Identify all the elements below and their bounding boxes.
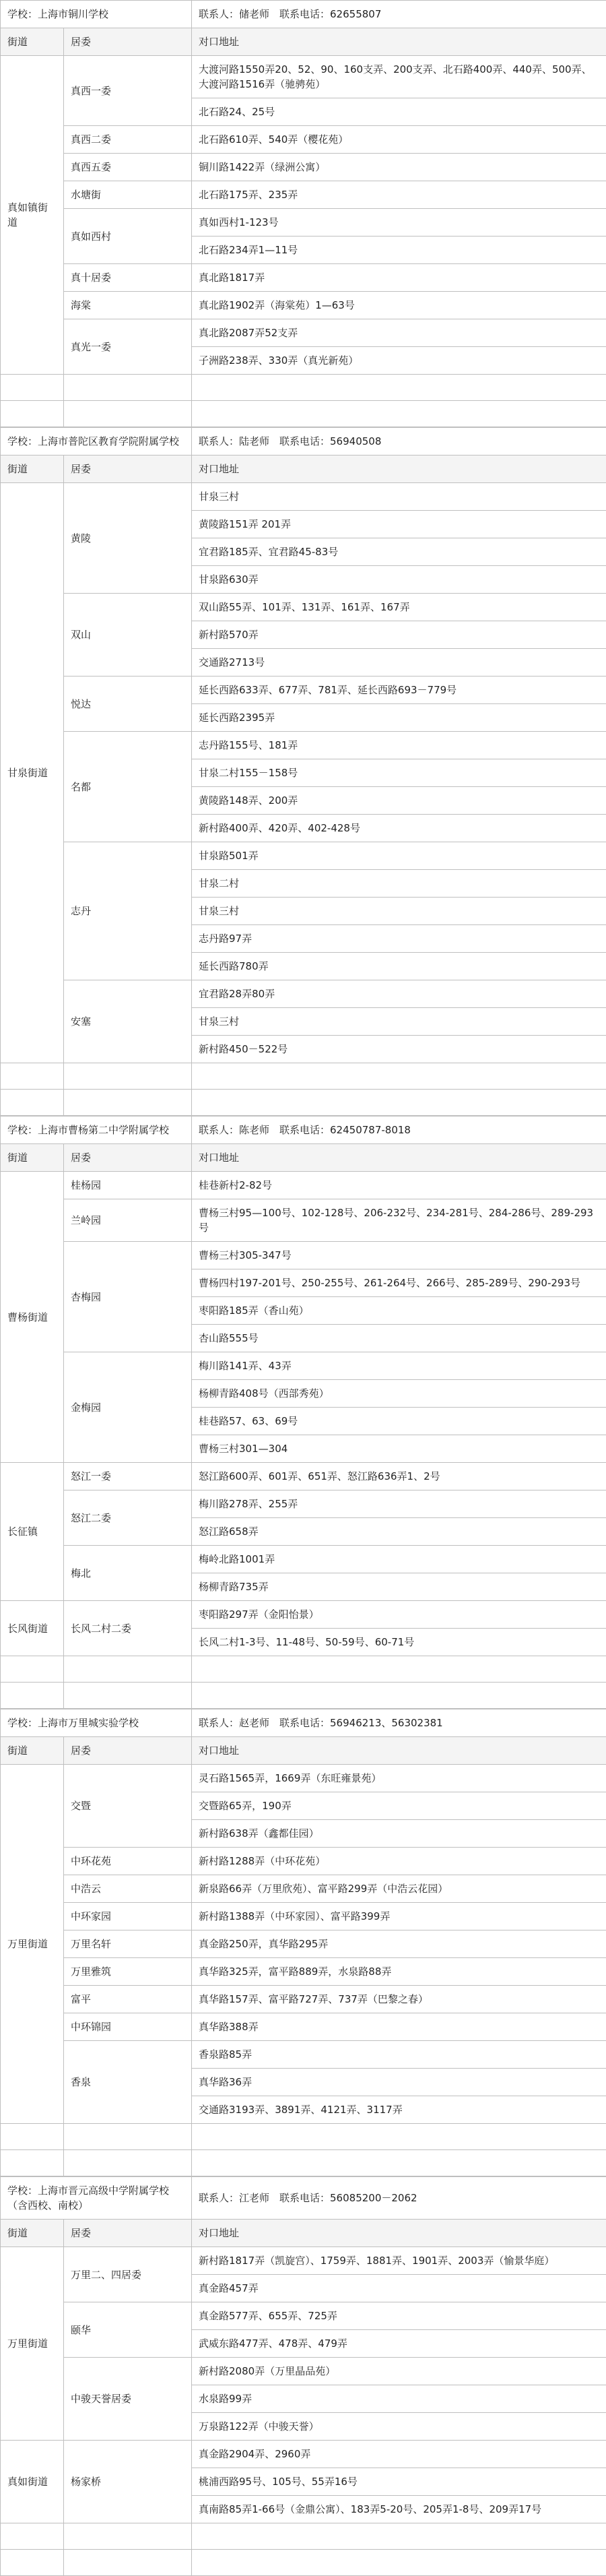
street-name: 曹杨街道 bbox=[1, 1172, 64, 1463]
address-cell: 新泉路66弄（万里欣苑）、富平路299弄（中浩云花园） bbox=[192, 1875, 606, 1903]
blank-row bbox=[1, 2550, 606, 2576]
address-cell: 枣阳路185弄（香山苑） bbox=[192, 1297, 606, 1325]
street-name: 真如镇街道 bbox=[1, 56, 64, 375]
address-cell: 甘泉路501弄 bbox=[192, 842, 606, 870]
address-cell: 真北路1817弄 bbox=[192, 264, 606, 292]
address-cell: 志丹路97弄 bbox=[192, 925, 606, 953]
address-row bbox=[1, 1986, 606, 2013]
address-cell: 新村路638弄（鑫都佳园） bbox=[192, 1820, 606, 1848]
committee-header: 居委 bbox=[64, 1144, 192, 1172]
address-cell: 双山路55弄、101弄、131弄、161弄、167弄 bbox=[192, 594, 606, 621]
address-row bbox=[1, 264, 606, 292]
committee-name: 名都 bbox=[64, 732, 192, 842]
committee-name: 万里雅筑 bbox=[64, 1958, 192, 1986]
committee-header: 居委 bbox=[64, 2220, 192, 2247]
address-row bbox=[1, 154, 606, 181]
committee-name: 金梅园 bbox=[64, 1352, 192, 1463]
address-cell: 枣阳路297弄（金阳怡景） bbox=[192, 1601, 606, 1629]
address-cell: 延长西路2395弄 bbox=[192, 704, 606, 732]
address-cell: 杏山路555号 bbox=[192, 1325, 606, 1352]
blank-cell bbox=[64, 1090, 192, 1116]
address-row bbox=[1, 1765, 606, 1792]
address-cell: 真华路388弄 bbox=[192, 2013, 606, 2041]
school-name: 学校：上海市普陀区教育学院附属学校 bbox=[1, 428, 192, 455]
address-cell: 志丹路155号、181弄 bbox=[192, 732, 606, 759]
committee-name: 真西一委 bbox=[64, 56, 192, 126]
address-cell: 北石路234弄1—11号 bbox=[192, 237, 606, 264]
address-cell: 真北路1902弄（海棠苑）1—63号 bbox=[192, 292, 606, 319]
committee-name: 杨家桥 bbox=[64, 2441, 192, 2523]
blank-cell bbox=[64, 2124, 192, 2150]
blank-cell bbox=[64, 2523, 192, 2550]
street-header: 街道 bbox=[1, 455, 64, 483]
committee-name: 真西二委 bbox=[64, 126, 192, 154]
blank-row bbox=[1, 2523, 606, 2550]
street-name: 长征镇 bbox=[1, 1463, 64, 1601]
committee-name: 怒江二委 bbox=[64, 1490, 192, 1546]
address-row bbox=[1, 594, 606, 621]
blank-cell bbox=[192, 375, 606, 401]
address-row bbox=[1, 1848, 606, 1875]
committee-name: 万里二、四居委 bbox=[64, 2247, 192, 2302]
blank-cell bbox=[192, 2550, 606, 2576]
committee-name: 真西五委 bbox=[64, 154, 192, 181]
street-name: 万里街道 bbox=[1, 1765, 64, 2124]
address-cell: 真北路2087弄52支弄 bbox=[192, 319, 606, 347]
blank-cell bbox=[1, 1063, 64, 1090]
address-row bbox=[1, 1463, 606, 1490]
address-cell: 真金路250弄，真华路295弄 bbox=[192, 1930, 606, 1958]
blank-cell bbox=[192, 1090, 606, 1116]
committee-name: 安塞 bbox=[64, 980, 192, 1063]
address-cell: 甘泉二村155－158号 bbox=[192, 759, 606, 787]
address-cell: 甘泉三村 bbox=[192, 483, 606, 511]
header-row bbox=[1, 2220, 606, 2247]
address-cell: 真金路457弄 bbox=[192, 2275, 606, 2302]
address-cell: 真华路36弄 bbox=[192, 2069, 606, 2096]
street-name: 甘泉街道 bbox=[1, 483, 64, 1063]
school-row bbox=[1, 2177, 606, 2220]
committee-name: 万里名轩 bbox=[64, 1930, 192, 1958]
address-cell: 真华路325弄，富平路889弄，水泉路88弄 bbox=[192, 1958, 606, 1986]
street-name: 万里街道 bbox=[1, 2247, 64, 2441]
address-cell: 黄陵路151弄 201弄 bbox=[192, 511, 606, 538]
committee-name: 颐华 bbox=[64, 2302, 192, 2358]
address-cell: 北石路610弄、540弄（樱花苑） bbox=[192, 126, 606, 154]
address-row bbox=[1, 1172, 606, 1199]
address-row bbox=[1, 1199, 606, 1242]
blank-cell bbox=[64, 1656, 192, 1683]
blank-cell bbox=[1, 375, 64, 401]
committee-name: 梅北 bbox=[64, 1546, 192, 1601]
address-cell: 灵石路1565弄，1669弄（东旺雍景苑） bbox=[192, 1765, 606, 1792]
street-header: 街道 bbox=[1, 28, 64, 56]
blank-row bbox=[1, 401, 606, 427]
committee-name: 水塘街 bbox=[64, 181, 192, 209]
address-cell: 延长西路633弄、677弄、781弄、延长西路693－779号 bbox=[192, 677, 606, 704]
committee-name: 真如西村 bbox=[64, 209, 192, 264]
committee-name: 黄陵 bbox=[64, 483, 192, 594]
address-row bbox=[1, 1875, 606, 1903]
address-cell: 北石路175弄、235弄 bbox=[192, 181, 606, 209]
committee-name: 桂杨园 bbox=[64, 1172, 192, 1199]
address-row bbox=[1, 2302, 606, 2330]
blank-row bbox=[1, 1063, 606, 1090]
header-row bbox=[1, 28, 606, 56]
address-header: 对口地址 bbox=[192, 2220, 606, 2247]
contact-info: 联系人：赵老师 联系电话：56946213、56302381 bbox=[192, 1709, 606, 1737]
school-section bbox=[0, 1709, 606, 2176]
address-cell: 曹杨三村95—100号、102-128号、206-232号、234-281号、284-286号、289-293号 bbox=[192, 1199, 606, 1242]
address-cell: 杨柳青路408号（西部秀苑） bbox=[192, 1380, 606, 1408]
blank-cell bbox=[192, 2124, 606, 2150]
blank-cell bbox=[1, 1090, 64, 1116]
address-row bbox=[1, 1903, 606, 1930]
address-row bbox=[1, 292, 606, 319]
address-cell: 子洲路238弄、330弄（真光新苑） bbox=[192, 347, 606, 375]
school-name: 学校：上海市晋元高级中学附属学校（含西校、南校） bbox=[1, 2177, 192, 2220]
address-row bbox=[1, 2013, 606, 2041]
school-section bbox=[0, 0, 606, 427]
blank-cell bbox=[64, 2150, 192, 2176]
address-cell: 甘泉三村 bbox=[192, 898, 606, 925]
address-row bbox=[1, 1242, 606, 1269]
street-name: 真如街道 bbox=[1, 2441, 64, 2523]
address-row bbox=[1, 2358, 606, 2385]
blank-cell bbox=[192, 1656, 606, 1683]
blank-cell bbox=[1, 2124, 64, 2150]
address-cell: 新村路1288弄（中环花苑） bbox=[192, 1848, 606, 1875]
blank-cell bbox=[192, 1683, 606, 1709]
address-cell: 宜君路185弄、宜君路45-83号 bbox=[192, 538, 606, 566]
address-cell: 交通路2713号 bbox=[192, 649, 606, 677]
address-cell: 梅川路278弄、255弄 bbox=[192, 1490, 606, 1518]
address-cell: 武威东路477弄、478弄、479弄 bbox=[192, 2330, 606, 2358]
committee-name: 富平 bbox=[64, 1986, 192, 2013]
committee-header: 居委 bbox=[64, 1737, 192, 1765]
address-row bbox=[1, 126, 606, 154]
blank-row bbox=[1, 1656, 606, 1683]
address-row bbox=[1, 2247, 606, 2275]
committee-name: 兰岭园 bbox=[64, 1199, 192, 1242]
address-cell: 真如西村1-123号 bbox=[192, 209, 606, 237]
committee-name: 双山 bbox=[64, 594, 192, 677]
address-cell: 真南路85弄1-66号（金鼎公寓）、183弄5-20号、205弄1-8号、209弄17号 bbox=[192, 2496, 606, 2523]
address-row bbox=[1, 209, 606, 237]
address-cell: 甘泉路630弄 bbox=[192, 566, 606, 594]
street-name: 长风街道 bbox=[1, 1601, 64, 1656]
address-cell: 甘泉三村 bbox=[192, 1008, 606, 1036]
committee-name: 海棠 bbox=[64, 292, 192, 319]
address-cell: 万泉路122弄（中骏天誉） bbox=[192, 2413, 606, 2441]
committee-name: 中环家园 bbox=[64, 1903, 192, 1930]
committee-name: 交暨 bbox=[64, 1765, 192, 1848]
address-row bbox=[1, 842, 606, 870]
address-row bbox=[1, 1601, 606, 1629]
school-name: 学校：上海市万里城实验学校 bbox=[1, 1709, 192, 1737]
blank-row bbox=[1, 1683, 606, 1709]
committee-name: 中浩云 bbox=[64, 1875, 192, 1903]
contact-info: 联系人：陆老师 联系电话：56940508 bbox=[192, 428, 606, 455]
street-header: 街道 bbox=[1, 2220, 64, 2247]
address-cell: 桃浦西路95号、105号、55弄16号 bbox=[192, 2468, 606, 2496]
address-header: 对口地址 bbox=[192, 1737, 606, 1765]
address-cell: 铜川路1422弄（绿洲公寓） bbox=[192, 154, 606, 181]
blank-cell bbox=[1, 1683, 64, 1709]
address-row bbox=[1, 732, 606, 759]
address-cell: 怒江路658弄 bbox=[192, 1518, 606, 1546]
school-row bbox=[1, 428, 606, 455]
blank-row bbox=[1, 375, 606, 401]
address-row bbox=[1, 1352, 606, 1380]
blank-cell bbox=[192, 401, 606, 427]
blank-cell bbox=[64, 375, 192, 401]
blank-cell bbox=[64, 2550, 192, 2576]
address-row bbox=[1, 2441, 606, 2468]
blank-cell bbox=[1, 1656, 64, 1683]
committee-name: 悦达 bbox=[64, 677, 192, 732]
address-row bbox=[1, 677, 606, 704]
address-cell: 新村路2080弄（万里晶品苑） bbox=[192, 2358, 606, 2385]
blank-cell bbox=[192, 2523, 606, 2550]
school-section bbox=[0, 427, 606, 1116]
address-header: 对口地址 bbox=[192, 28, 606, 56]
address-cell: 真金路2904弄、2960弄 bbox=[192, 2441, 606, 2468]
address-cell: 杨柳青路735弄 bbox=[192, 1573, 606, 1601]
address-cell: 新村路1817弄（凯旋宫）、1759弄、1881弄、1901弄、2003弄（愉景华庭） bbox=[192, 2247, 606, 2275]
committee-name: 杏梅园 bbox=[64, 1242, 192, 1352]
committee-name: 中骏天誉居委 bbox=[64, 2358, 192, 2441]
address-row bbox=[1, 1546, 606, 1573]
blank-cell bbox=[1, 2550, 64, 2576]
address-cell: 桂巷路57、63、69号 bbox=[192, 1408, 606, 1435]
committee-name: 中环花苑 bbox=[64, 1848, 192, 1875]
blank-row bbox=[1, 2124, 606, 2150]
address-cell: 北石路24、25号 bbox=[192, 98, 606, 126]
committee-name: 志丹 bbox=[64, 842, 192, 980]
address-cell: 宜君路28弄80弄 bbox=[192, 980, 606, 1008]
school-section bbox=[0, 2176, 606, 2576]
header-row bbox=[1, 1144, 606, 1172]
blank-cell bbox=[64, 1063, 192, 1090]
header-row bbox=[1, 1737, 606, 1765]
address-cell: 交通路3193弄、3891弄、4121弄、3117弄 bbox=[192, 2096, 606, 2124]
address-cell: 交暨路65弄，190弄 bbox=[192, 1792, 606, 1820]
contact-info: 联系人：陈老师 联系电话：62450787-8018 bbox=[192, 1117, 606, 1144]
street-header: 街道 bbox=[1, 1737, 64, 1765]
address-cell: 新村路450－522号 bbox=[192, 1036, 606, 1063]
address-cell: 曹杨三村301—304 bbox=[192, 1435, 606, 1463]
address-row bbox=[1, 483, 606, 511]
address-cell: 曹杨三村305-347号 bbox=[192, 1242, 606, 1269]
header-row bbox=[1, 455, 606, 483]
address-cell: 延长西路780弄 bbox=[192, 953, 606, 980]
blank-cell bbox=[1, 2523, 64, 2550]
address-row bbox=[1, 56, 606, 98]
school-row bbox=[1, 1709, 606, 1737]
address-header: 对口地址 bbox=[192, 1144, 606, 1172]
address-row bbox=[1, 1958, 606, 1986]
blank-cell bbox=[1, 2150, 64, 2176]
address-row bbox=[1, 1930, 606, 1958]
address-cell: 真华路157弄、富平路727弄、737弄（巴黎之春） bbox=[192, 1986, 606, 2013]
contact-info: 联系人：江老师 联系电话：56085200－2062 bbox=[192, 2177, 606, 2220]
address-cell: 梅川路141弄、43弄 bbox=[192, 1352, 606, 1380]
address-cell: 真金路577弄、655弄、725弄 bbox=[192, 2302, 606, 2330]
blank-cell bbox=[64, 1683, 192, 1709]
blank-cell bbox=[192, 2150, 606, 2176]
address-cell: 梅岭北路1001弄 bbox=[192, 1546, 606, 1573]
committee-name: 怒江一委 bbox=[64, 1463, 192, 1490]
address-row bbox=[1, 1490, 606, 1518]
committee-name: 香泉 bbox=[64, 2041, 192, 2124]
address-cell: 香泉路85弄 bbox=[192, 2041, 606, 2069]
address-cell: 大渡河路1550弄20、52、90、160支弄、200支弄、北石路400弄、440弄、500弄、大渡河路1516弄（驰骋苑） bbox=[192, 56, 606, 98]
committee-header: 居委 bbox=[64, 28, 192, 56]
address-cell: 新村路1388弄（中环家园）、富平路399弄 bbox=[192, 1903, 606, 1930]
address-cell: 水泉路99弄 bbox=[192, 2385, 606, 2413]
address-row bbox=[1, 2041, 606, 2069]
address-cell: 黄陵路148弄、200弄 bbox=[192, 787, 606, 815]
blank-cell bbox=[1, 401, 64, 427]
school-name: 学校：上海市曹杨第二中学附属学校 bbox=[1, 1117, 192, 1144]
address-cell: 新村路570弄 bbox=[192, 621, 606, 649]
address-row bbox=[1, 181, 606, 209]
blank-cell bbox=[64, 401, 192, 427]
school-row bbox=[1, 1117, 606, 1144]
committee-name: 中环锦园 bbox=[64, 2013, 192, 2041]
address-cell: 长风二村1-3号、11-48号、50-59号、60-71号 bbox=[192, 1629, 606, 1656]
address-cell: 桂巷新村2-82号 bbox=[192, 1172, 606, 1199]
committee-name: 真十居委 bbox=[64, 264, 192, 292]
school-name: 学校：上海市铜川学校 bbox=[1, 1, 192, 28]
blank-row bbox=[1, 2150, 606, 2176]
address-cell: 新村路400弄、420弄、402-428号 bbox=[192, 815, 606, 842]
blank-row bbox=[1, 1090, 606, 1116]
blank-cell bbox=[192, 1063, 606, 1090]
address-cell: 曹杨四村197-201号、250-255号、261-264号、266号、285-289号、290-293号 bbox=[192, 1269, 606, 1297]
address-row bbox=[1, 319, 606, 347]
street-header: 街道 bbox=[1, 1144, 64, 1172]
address-row bbox=[1, 980, 606, 1008]
school-section bbox=[0, 1116, 606, 1709]
address-cell: 怒江路600弄、601弄、651弄、怒江路636弄1、2号 bbox=[192, 1463, 606, 1490]
committee-header: 居委 bbox=[64, 455, 192, 483]
committee-name: 真光一委 bbox=[64, 319, 192, 375]
address-header: 对口地址 bbox=[192, 455, 606, 483]
contact-info: 联系人：储老师 联系电话：62655807 bbox=[192, 1, 606, 28]
school-row bbox=[1, 1, 606, 28]
address-cell: 甘泉二村 bbox=[192, 870, 606, 898]
committee-name: 长风二村二委 bbox=[64, 1601, 192, 1656]
